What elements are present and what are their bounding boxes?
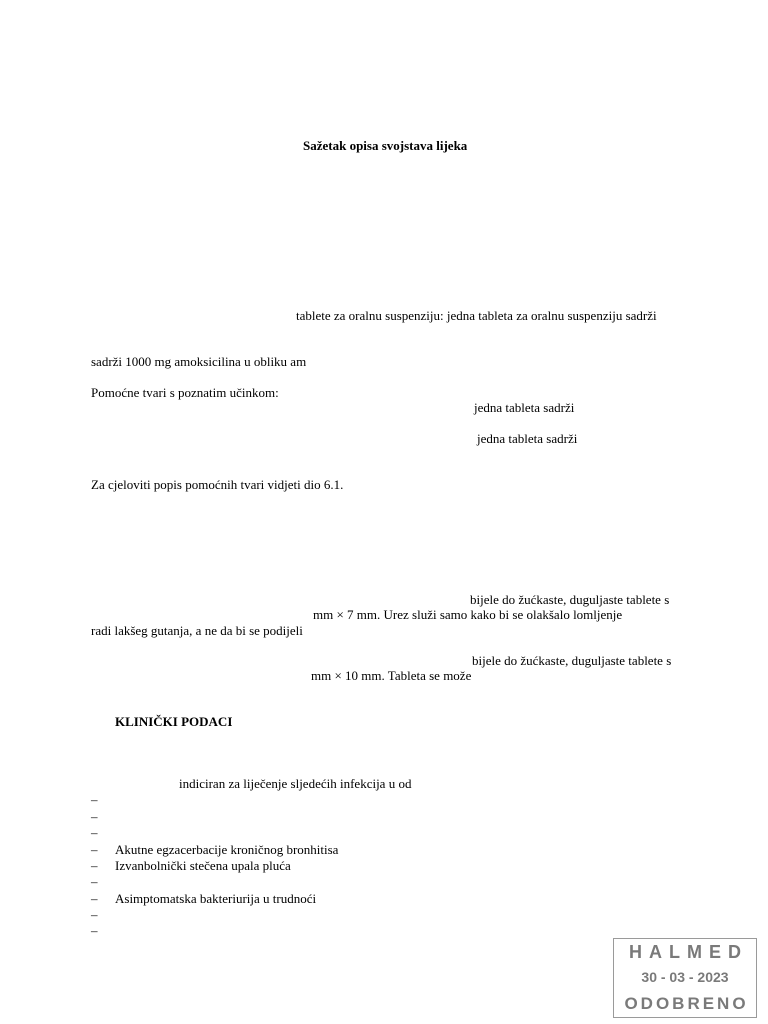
list-dash: – bbox=[91, 858, 98, 873]
text-line: bijele do žućkaste, duguljaste tablete s bbox=[470, 592, 670, 607]
list-item bbox=[91, 809, 98, 824]
document-title: Sažetak opisa svojstava lijeka bbox=[303, 138, 468, 153]
text-line: mm × 7 mm. Urez služi samo kako bi se olakšalo lomljenje bbox=[313, 607, 623, 622]
list-item bbox=[91, 874, 98, 889]
stamp-date: 30 - 03 - 2023 bbox=[641, 969, 729, 985]
indication-intro: indiciran za liječenje sljedećih infekcija u od bbox=[179, 776, 412, 791]
list-item-text: Akutne egzacerbacije kroničnog bronhitisa bbox=[115, 842, 339, 857]
list-dash: – bbox=[91, 809, 98, 824]
approval-stamp bbox=[613, 938, 757, 1018]
list-dash: – bbox=[91, 923, 98, 938]
list-dash: – bbox=[91, 874, 98, 889]
excipients-heading: Pomoćne tvari s poznatim učinkom: bbox=[91, 385, 279, 400]
stamp-status: ODOBRENO bbox=[624, 994, 749, 1013]
list-item bbox=[91, 825, 98, 840]
list-dash: – bbox=[91, 891, 98, 906]
list-item bbox=[91, 842, 339, 857]
text-line: mm × 10 mm. Tableta se može bbox=[311, 668, 472, 683]
text-line: jedna tableta sadrži bbox=[474, 400, 575, 415]
section-heading: KLINIČKI PODACI bbox=[115, 714, 233, 729]
list-dash: – bbox=[91, 792, 98, 807]
text-line: Za cjeloviti popis pomoćnih tvari vidjeti dio 6.1. bbox=[91, 477, 344, 492]
text-line: sadrži 1000 mg amoksicilina u obliku am bbox=[91, 354, 307, 369]
list-item bbox=[91, 792, 98, 807]
stamp-agency: HALMED bbox=[629, 942, 748, 962]
list-dash: – bbox=[91, 842, 98, 857]
list-dash: – bbox=[91, 907, 98, 922]
text-line: radi lakšeg gutanja, a ne da bi se podijeli bbox=[91, 623, 303, 638]
list-item bbox=[91, 858, 291, 873]
text-line: bijele do žućkaste, duguljaste tablete s bbox=[472, 653, 672, 668]
list-item-text: Izvanbolnički stečena upala pluća bbox=[115, 858, 291, 873]
list-item bbox=[91, 891, 317, 906]
text-line: jedna tableta sadrži bbox=[477, 431, 578, 446]
list-dash: – bbox=[91, 825, 98, 840]
list-item bbox=[91, 923, 98, 938]
list-item-text: Asimptomatska bakteriurija u trudnoći bbox=[115, 891, 317, 906]
text-line: tablete za oralnu suspenziju: jedna tableta za oralnu suspenziju sadrži bbox=[296, 308, 657, 323]
list-item bbox=[91, 907, 98, 922]
